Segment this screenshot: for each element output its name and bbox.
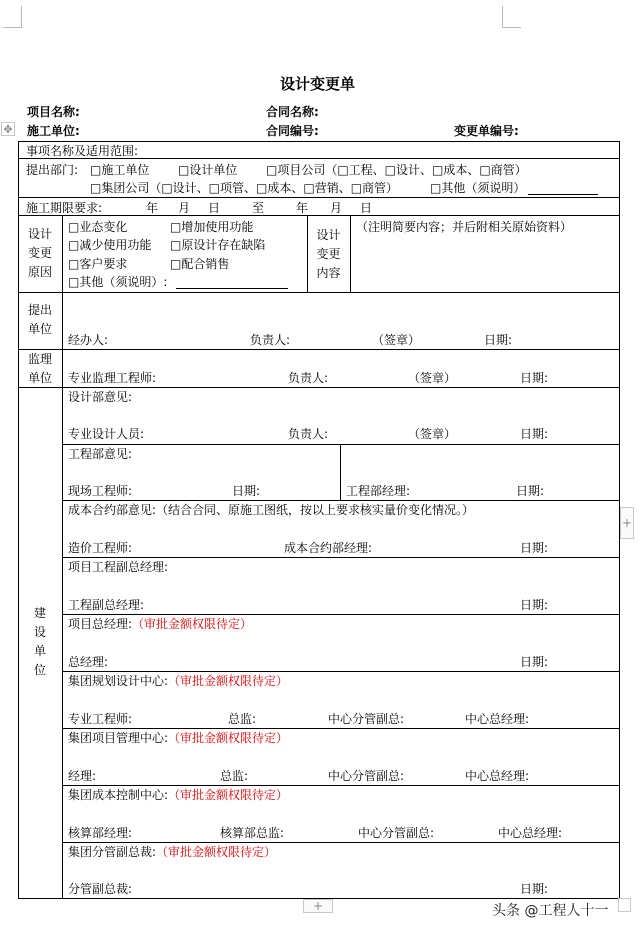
dept-option-other[interactable]: □其他（须说明） [430, 181, 526, 195]
project-gm-title-text: 项目总经理: [68, 617, 133, 631]
approval-note: （审批金额权限待定） [168, 731, 289, 745]
cost-center-sign1: 核算部经理: [68, 826, 133, 840]
project-gm-date: 日期: [520, 655, 549, 669]
supervisor-label-line: 单位 [27, 371, 52, 385]
deputy-gm-title: 项目工程副总经理: [68, 560, 169, 574]
row-line [18, 215, 620, 216]
cost-dept-date: 日期: [520, 541, 549, 555]
reason-option-other[interactable]: □其他（须说明）: [68, 275, 168, 289]
watermark-text: 头条 @工程人十一 [492, 903, 609, 919]
proposer-label-line: 单位 [27, 322, 52, 336]
eng-dept-manager: 工程部经理: [346, 484, 411, 498]
reason-other-underline[interactable] [176, 274, 288, 289]
dept-option-project-company[interactable]: □项目公司（□工程、□设计、□成本、□商管） [266, 163, 527, 177]
reason-option-reduce-function[interactable]: □减少使用功能 [68, 238, 152, 252]
crop-mark-top-left [3, 6, 22, 28]
pm-center-sign3: 中心分管副总: [328, 769, 405, 783]
contract-name-label: 合同名称: [266, 105, 319, 119]
period-to: 至 [252, 201, 265, 215]
vp-signer: 分管副总裁: [68, 882, 133, 896]
cost-center-sign4: 中心总经理: [498, 826, 563, 840]
row-line [62, 444, 620, 445]
proposer-label-line: 提出 [27, 303, 52, 317]
proposer-date: 日期: [484, 333, 513, 347]
watermark-corner-icon [618, 898, 631, 912]
change-no-label: 变更单编号: [454, 124, 519, 138]
content-label-line: 设计 [316, 228, 341, 242]
approval-note: （审批金额权限待定） [132, 617, 253, 631]
add-column-button[interactable]: + [620, 507, 634, 539]
vp-title-text: 集团分管副总裁: [68, 845, 157, 859]
label-column-divider [62, 215, 63, 898]
document-title: 设计变更单 [280, 75, 356, 93]
contract-no-label: 合同编号: [266, 124, 319, 138]
supervisor-label-line: 监理 [27, 352, 52, 366]
period-label: 施工期限要求: [26, 201, 103, 215]
content-label [307, 226, 350, 283]
vp-date: 日期: [520, 882, 549, 896]
project-name-label: 项目名称: [27, 105, 80, 119]
owner-label-line: 位 [33, 663, 46, 677]
deputy-gm-signer: 工程副总经理: [68, 598, 145, 612]
row-line [18, 292, 620, 293]
planning-center-sign3: 中心分管副总: [328, 712, 405, 726]
content-label-divider [350, 215, 351, 292]
reason-label-line: 设计 [27, 227, 52, 241]
row-line [18, 197, 620, 198]
cost-dept-engineer: 造价工程师: [68, 541, 133, 555]
supervisor-seal: （签章） [408, 371, 457, 385]
table-move-handle-icon[interactable]: ✥ [1, 122, 15, 136]
add-row-button[interactable]: + [303, 899, 333, 913]
project-gm-title [68, 615, 252, 632]
crop-mark-top-right [502, 6, 521, 28]
supervisor-engineer: 专业监理工程师: [68, 371, 157, 385]
pm-center-title [68, 729, 288, 746]
eng-dept-date-left: 日期: [232, 484, 261, 498]
deputy-gm-date: 日期: [520, 598, 549, 612]
period-month-to: 月 [330, 201, 343, 215]
dept-label: 提出部门: [26, 163, 79, 177]
planning-center-title [68, 672, 288, 689]
supervisor-responsible: 负责人: [288, 371, 329, 385]
cost-center-title [68, 786, 288, 803]
pm-center-title-text: 集团项目管理中心: [68, 731, 169, 745]
dept-option-construction[interactable]: □施工单位 [90, 163, 150, 177]
owner-label-line: 设 [33, 625, 46, 639]
reason-label [18, 225, 62, 282]
approval-note: （审批金额权限待定） [168, 674, 289, 688]
construction-unit-label: 施工单位: [27, 124, 80, 138]
reason-label-line: 变更 [27, 246, 52, 260]
pm-center-sign4: 中心总经理: [465, 769, 530, 783]
eng-dept-site-engineer: 现场工程师: [68, 484, 133, 498]
design-dept-seal: （签章） [408, 427, 457, 441]
dept-other-underline[interactable] [528, 180, 598, 195]
eng-dept-date-right: 日期: [516, 484, 545, 498]
period-day-to: 日 [360, 201, 373, 215]
vp-title [68, 843, 276, 860]
reason-option-client-request[interactable]: □客户要求 [68, 257, 128, 271]
proposer-responsible: 负责人: [250, 333, 291, 347]
approval-note: （审批金额权限待定） [156, 845, 277, 859]
planning-center-sign1: 专业工程师: [68, 712, 133, 726]
content-label-line: 变更 [316, 247, 341, 261]
dept-option-design[interactable]: □设计单位 [178, 163, 238, 177]
reason-option-sales[interactable]: □配合销售 [170, 257, 230, 271]
period-year-from: 年 [146, 201, 159, 215]
eng-dept-title: 工程部意见: [68, 447, 133, 461]
proposer-label [18, 301, 62, 339]
cost-dept-title: 成本合约部意见:（结合合同、原施工图纸，按以上要求核实量价变化情况。） [68, 503, 475, 517]
reason-option-add-function[interactable]: □增加使用功能 [170, 220, 254, 234]
period-year-to: 年 [296, 201, 309, 215]
planning-center-sign4: 中心总经理: [465, 712, 530, 726]
row-line [18, 349, 620, 350]
cost-center-title-text: 集团成本控制中心: [68, 788, 169, 802]
design-dept-responsible: 负责人: [288, 427, 329, 441]
content-note: （注明简要内容；并后附相关原始资料） [356, 220, 573, 234]
reason-option-format-change[interactable]: □业态变化 [68, 220, 128, 234]
owner-label-line: 建 [33, 606, 46, 620]
approval-note: （审批金额权限待定） [168, 788, 289, 802]
pm-center-sign2: 总监: [220, 769, 249, 783]
cost-center-sign2: 核算部总监: [220, 826, 285, 840]
period-month-from: 月 [178, 201, 191, 215]
scope-label: 事项名称及适用范围: [26, 144, 139, 158]
content-label-line: 内容 [316, 266, 341, 280]
period-day-from: 日 [208, 201, 221, 215]
design-dept-title: 设计部意见: [68, 390, 133, 404]
eng-dept-split [340, 444, 341, 500]
reason-option-design-defect[interactable]: □原设计存在缺陷 [170, 238, 266, 252]
pm-center-sign1: 经理: [68, 769, 97, 783]
owner-label [18, 604, 62, 680]
owner-label-line: 单 [33, 644, 46, 658]
design-dept-designer: 专业设计人员: [68, 427, 145, 441]
cost-dept-manager: 成本合约部经理: [284, 541, 373, 555]
cost-center-sign3: 中心分管副总: [358, 826, 435, 840]
planning-center-title-text: 集团规划设计中心: [68, 674, 169, 688]
proposer-seal: （签章） [372, 333, 421, 347]
proposer-handler: 经办人: [68, 333, 109, 347]
reason-label-line: 原因 [27, 265, 52, 279]
dept-option-group-company[interactable]: □集团公司（□设计、□项管、□成本、□营销、□商管） [90, 181, 399, 195]
design-dept-date: 日期: [520, 427, 549, 441]
project-gm-signer: 总经理: [68, 655, 109, 669]
supervisor-label [18, 350, 62, 388]
planning-center-sign2: 总监: [228, 712, 257, 726]
supervisor-date: 日期: [520, 371, 549, 385]
